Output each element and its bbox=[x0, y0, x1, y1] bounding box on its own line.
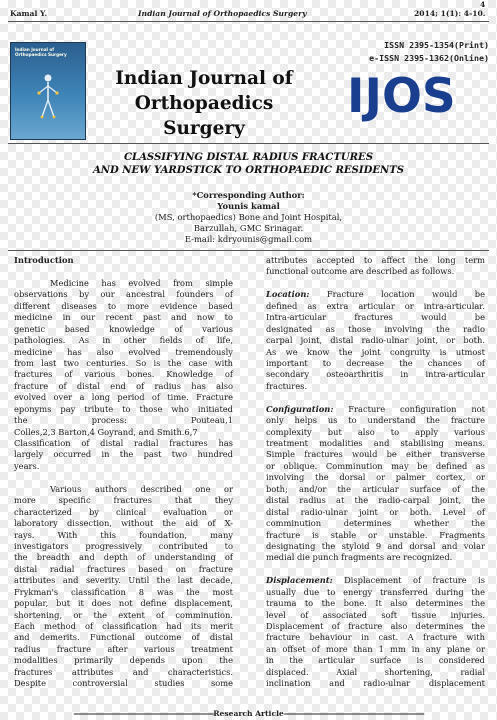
right-column bbox=[266, 255, 485, 690]
affiliation-line1: (MS, orthopaedics) Bone and Joint Hospital, bbox=[154, 212, 343, 222]
issn-online: e-ISSN 2395-1362(Online) bbox=[369, 53, 489, 63]
configuration-label: Configuration: bbox=[266, 403, 334, 414]
article-title-line2: AND NEW YARDSTICK TO ORTHOPAEDIC RESIDENTS bbox=[92, 165, 405, 176]
journal-cover-image bbox=[10, 42, 86, 140]
location-paragraph: Location: Fracture location would be defined as extra articular or intra-articular. Intra-articular fractures would be designated as those involving the radio carpal joint, distal radio-ulnar joint, or both. As we know the joint congruity is utmost important to decrease the chances of secondary osteoarthritis in intra-articular fractures. bbox=[266, 289, 486, 391]
left-column bbox=[14, 255, 233, 690]
header-rule bbox=[8, 21, 489, 22]
article-title-line1: CLASSIFYING DISTAL RADIUS FRACTURES bbox=[123, 152, 374, 163]
author-email[interactable]: E-mail: kdryounis@gmail.com bbox=[184, 234, 313, 244]
banner-rule bbox=[8, 143, 489, 144]
author-name: Younis kamal bbox=[217, 201, 280, 211]
header-citation: 2014; 1(1): 4-10. bbox=[414, 9, 486, 18]
section-heading-introduction: Introduction bbox=[14, 255, 74, 265]
journal-title: Indian Journal of Orthopaedics Surgery bbox=[115, 68, 293, 139]
page-number: 4 bbox=[480, 0, 486, 9]
issn-print: ISSN 2395-1354(Print) bbox=[384, 40, 489, 50]
footer-article-type: -----------------------------------------------------------------Research Article----------------------------------------------------------------- bbox=[73, 709, 424, 718]
corresponding-author-label: *Corresponding Author: bbox=[192, 190, 305, 200]
header-author: Kamal Y. bbox=[10, 9, 48, 18]
configuration-paragraph: Configuration: Fracture configuration not only helps us to understand the fracture complexity but also to apply various treatment modalities and stabilising means. Simple fractures would be either transverse or oblique. Comminution may be defined as involving the dorsal or palmer cortex, or both; and/or the articular surface of the distal radius at the radio-carpal joint, the distal radio-ulnar joint or both. Level of comminution determines whether the fracture is stable or unstable. Fragments designating the styloid 9 and dorsal and volar medial die punch fragments are recognized. bbox=[266, 403, 486, 563]
intro-paragraph-1: Medicine has evolved from simple observations by our ancestral founders of different diseases to more evidence based medicine in our recent past and now to genetic based knowledge of various pathologies. As in other fields of life, medicine has also evolved tremendously from last two centuries. So is the case with fractures of various bones. Knowledge of fracture of distal end of radius has also evolved over a long period of time. Fracture eponyms pay tribute to those who initiated the process: Pouteau,1 Colles,2,3 Barton,4 Goyrand, and Smith.6,7 Classification of distal radial fractures has largely occurred in the past two hundred years. bbox=[14, 277, 233, 471]
journal-logo: IJOS bbox=[347, 69, 456, 124]
skeleton-figure-icon bbox=[37, 73, 59, 119]
header-journal: Indian Journal of Orthopaedics Surgery bbox=[138, 9, 307, 18]
displacement-label: Displacement: bbox=[266, 575, 333, 586]
cover-title: Indian Journal of Orthopaedics Surgery bbox=[15, 47, 67, 57]
location-label: Location: bbox=[266, 289, 310, 300]
attributes-intro: attributes accepted to affect the long term functional outcome are described as follows. bbox=[266, 255, 485, 277]
affiliation-line2: Barzullah, GMC Srinagar. bbox=[193, 223, 304, 233]
displacement-paragraph: Displacement: Displacement of fracture is usually due to energy transferred during the trauma to the bone. It also determines the level of associated soft tissue injuries. Displacement of fracture also determines the fracture behaviour in cast. A fracture with an offset of more than 1 mm in any plane or in the articular surface is considered displaced. Axial shortening, radial inclination and radio-ulnar displacement bbox=[266, 575, 485, 689]
intro-paragraph-2: Various authors described one or more specific fractures that they characterized by clinical evaluation or laboratory dissection, without the aid of X- rays. With this foundation, many investigators progressively contributed to the breadth and depth of understanding of distal radial fractures based on fracture attributes and severity. Until the last decade, Frykman's classification 8 was the most popular, but it does not define displacement, shortening, or the extent of comminution. Each method of classification had its merit and demerits. Functional outcome of distal radius fracture after various treatment modalities primarily depends upon the fractures attributes and characteristics. Despite controversial studies some bbox=[14, 483, 233, 689]
author-rule bbox=[8, 250, 489, 251]
